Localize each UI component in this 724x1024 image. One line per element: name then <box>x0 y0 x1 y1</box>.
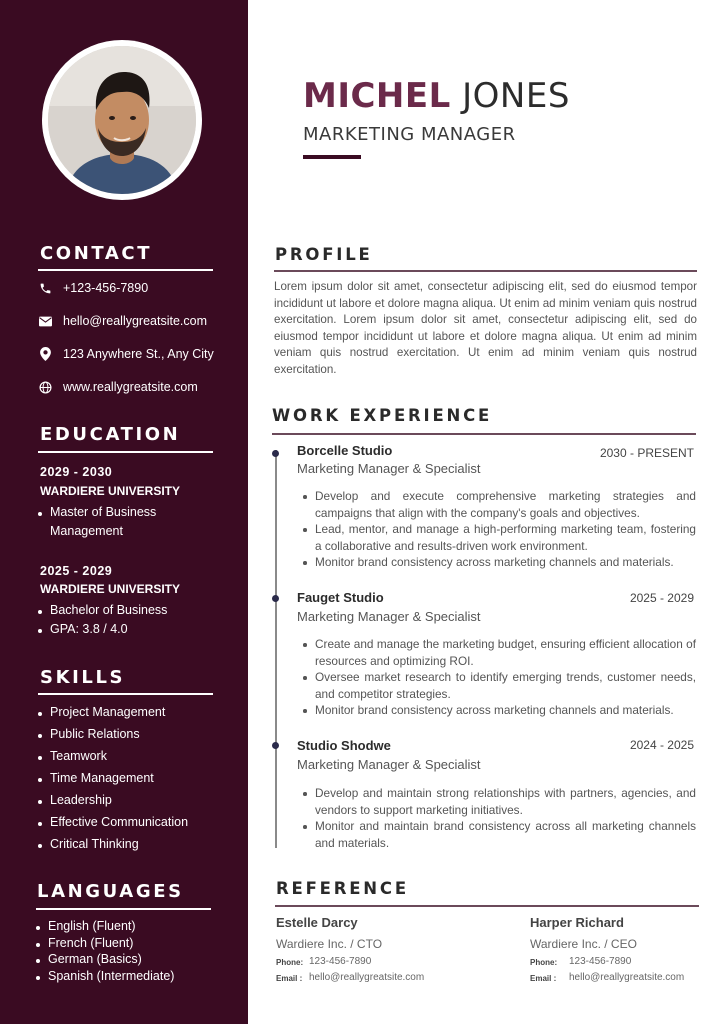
last-name: JONES <box>462 76 570 116</box>
list-item: German (Basics) <box>34 952 174 969</box>
reference-heading: REFERENCE <box>276 879 409 898</box>
list-item: Bachelor of Business <box>36 603 167 622</box>
profile-photo <box>48 46 196 194</box>
languages-divider <box>36 908 211 910</box>
education-heading: EDUCATION <box>40 424 181 445</box>
contact-divider <box>38 269 213 271</box>
job-responsibilities <box>300 488 696 571</box>
phone-icon <box>38 281 52 295</box>
reference-organization: Wardiere Inc. / CTO <box>276 937 383 951</box>
languages-heading: LANGUAGES <box>37 881 184 902</box>
contact-heading: CONTACT <box>40 243 153 264</box>
education-years: 2025 - 2029 <box>40 564 113 578</box>
reference-email[interactable]: hello@reallygreatsite.com <box>569 972 685 983</box>
contact-phone-text: +123-456-7890 <box>63 281 149 295</box>
contact-address <box>38 344 214 364</box>
list-item: Create and manage the marketing budget, ensuring efficient allocation of resources and optimizing ROI. <box>300 636 696 669</box>
timeline-dot <box>272 742 279 749</box>
job-dates: 2025 - 2029 <box>629 591 694 605</box>
education-divider <box>38 451 213 453</box>
work-experience-heading: WORK EXPERIENCE <box>272 406 493 425</box>
globe-icon <box>38 380 52 394</box>
contact-phone <box>38 278 148 298</box>
job-company: Fauget Studio <box>297 590 384 605</box>
list-item: Oversee market research to identify emerging trends, customer needs, and competitor strategies. <box>300 669 696 702</box>
job-company: Borcelle Studio <box>297 443 393 458</box>
job-dates: 2024 - 2025 <box>629 738 694 752</box>
list-item: Effective Communication <box>36 815 188 837</box>
contact-email <box>38 311 207 331</box>
first-name: MICHEL <box>303 76 451 116</box>
job-responsibilities <box>300 785 696 851</box>
reference-phone-label: Phone: <box>276 958 304 967</box>
reference-email-label: Email : <box>530 974 557 983</box>
job-dates: 2030 - PRESENT <box>599 446 694 460</box>
list-item: Critical Thinking <box>36 837 188 859</box>
reference-phone: 123-456-7890 <box>569 956 632 967</box>
job-role: Marketing Manager & Specialist <box>297 609 481 624</box>
education-school: WARDIERE UNIVERSITY <box>40 582 181 596</box>
list-item: Project Management <box>36 705 188 727</box>
reference-divider <box>275 905 699 907</box>
list-item: Develop and maintain strong relationships with partners, agencies, and vendors to support marketing initiatives. <box>300 785 696 818</box>
email-icon <box>38 314 52 328</box>
person-portrait-illustration <box>48 46 196 194</box>
list-item: Monitor and maintain brand consistency across all marketing channels and materials. <box>300 818 696 851</box>
reference-organization: Wardiere Inc. / CEO <box>530 937 637 951</box>
job-company: Studio Shodwe <box>297 738 391 753</box>
education-details <box>36 603 167 641</box>
full-name <box>303 76 570 116</box>
reference-phone-label: Phone: <box>530 958 558 967</box>
education-school: WARDIERE UNIVERSITY <box>40 484 181 498</box>
languages-list <box>34 919 174 985</box>
reference-email[interactable]: hello@reallygreatsite.com <box>309 972 425 983</box>
contact-website <box>38 377 198 397</box>
list-item: Lead, mentor, and manage a high-performing marketing team, fostering a collaborative and results-driven work environment. <box>300 521 696 554</box>
job-responsibilities <box>300 636 696 719</box>
contact-website-text[interactable]: www.reallygreatsite.com <box>63 380 198 394</box>
job-role: Marketing Manager & Specialist <box>297 757 481 772</box>
contact-email-text[interactable]: hello@reallygreatsite.com <box>63 314 208 328</box>
skills-heading: SKILLS <box>40 667 126 688</box>
skills-list <box>36 705 188 859</box>
list-item: Management <box>50 524 123 538</box>
list-item: Monitor brand consistency across marketing channels and materials. <box>300 554 696 571</box>
list-item: Leadership <box>36 793 188 815</box>
reference-name: Harper Richard <box>530 915 624 930</box>
profile-text: Lorem ipsum dolor sit amet, consectetur adipiscing elit, sed do eiusmod tempor incididunt ut labore et dolore magna aliqua. Ut enim ad minim veniam quis nostrud exercitation. Lorem ipsum dolor sit amet, consectetur adipiscing elit, sed do eiusmod tempor incididunt ut labore et dolore magna aliqua. Ut enim ad minim veniam quis nostrud exercitation. Ut enim ad minim veniam quis nostrud exercitation. <box>274 280 697 376</box>
list-item: Time Management <box>36 771 188 793</box>
reference-email-label: Email : <box>276 974 303 983</box>
list-item: Monitor brand consistency across marketing channels and materials. <box>300 702 696 719</box>
education-years: 2029 - 2030 <box>40 465 113 479</box>
list-item: GPA: 3.8 / 4.0 <box>36 622 167 641</box>
reference-phone: 123-456-7890 <box>309 956 372 967</box>
profile-heading: PROFILE <box>275 245 373 264</box>
list-item: Develop and execute comprehensive marketing strategies and campaigns that align with the company's goals and objectives. <box>300 488 696 521</box>
reference-name: Estelle Darcy <box>276 915 358 930</box>
profile-divider <box>274 270 697 272</box>
location-pin-icon <box>38 347 52 361</box>
education-details <box>36 505 156 543</box>
job-role: Marketing Manager & Specialist <box>297 461 481 476</box>
contact-address-text: 123 Anywhere St., Any City <box>63 347 214 361</box>
job-title: MARKETING MANAGER <box>303 124 516 145</box>
sidebar <box>0 0 248 1024</box>
list-item: Teamwork <box>36 749 188 771</box>
timeline-line <box>275 450 277 848</box>
list-item: Master of Business <box>36 505 156 524</box>
work-experience-divider <box>272 433 696 435</box>
list-item: Spanish (Intermediate) <box>34 969 174 986</box>
list-item: Public Relations <box>36 727 188 749</box>
timeline-dot <box>272 595 279 602</box>
list-item: French (Fluent) <box>34 936 174 953</box>
skills-divider <box>38 693 213 695</box>
list-item: English (Fluent) <box>34 919 174 936</box>
title-accent-bar <box>303 155 361 159</box>
timeline-dot <box>272 450 279 457</box>
